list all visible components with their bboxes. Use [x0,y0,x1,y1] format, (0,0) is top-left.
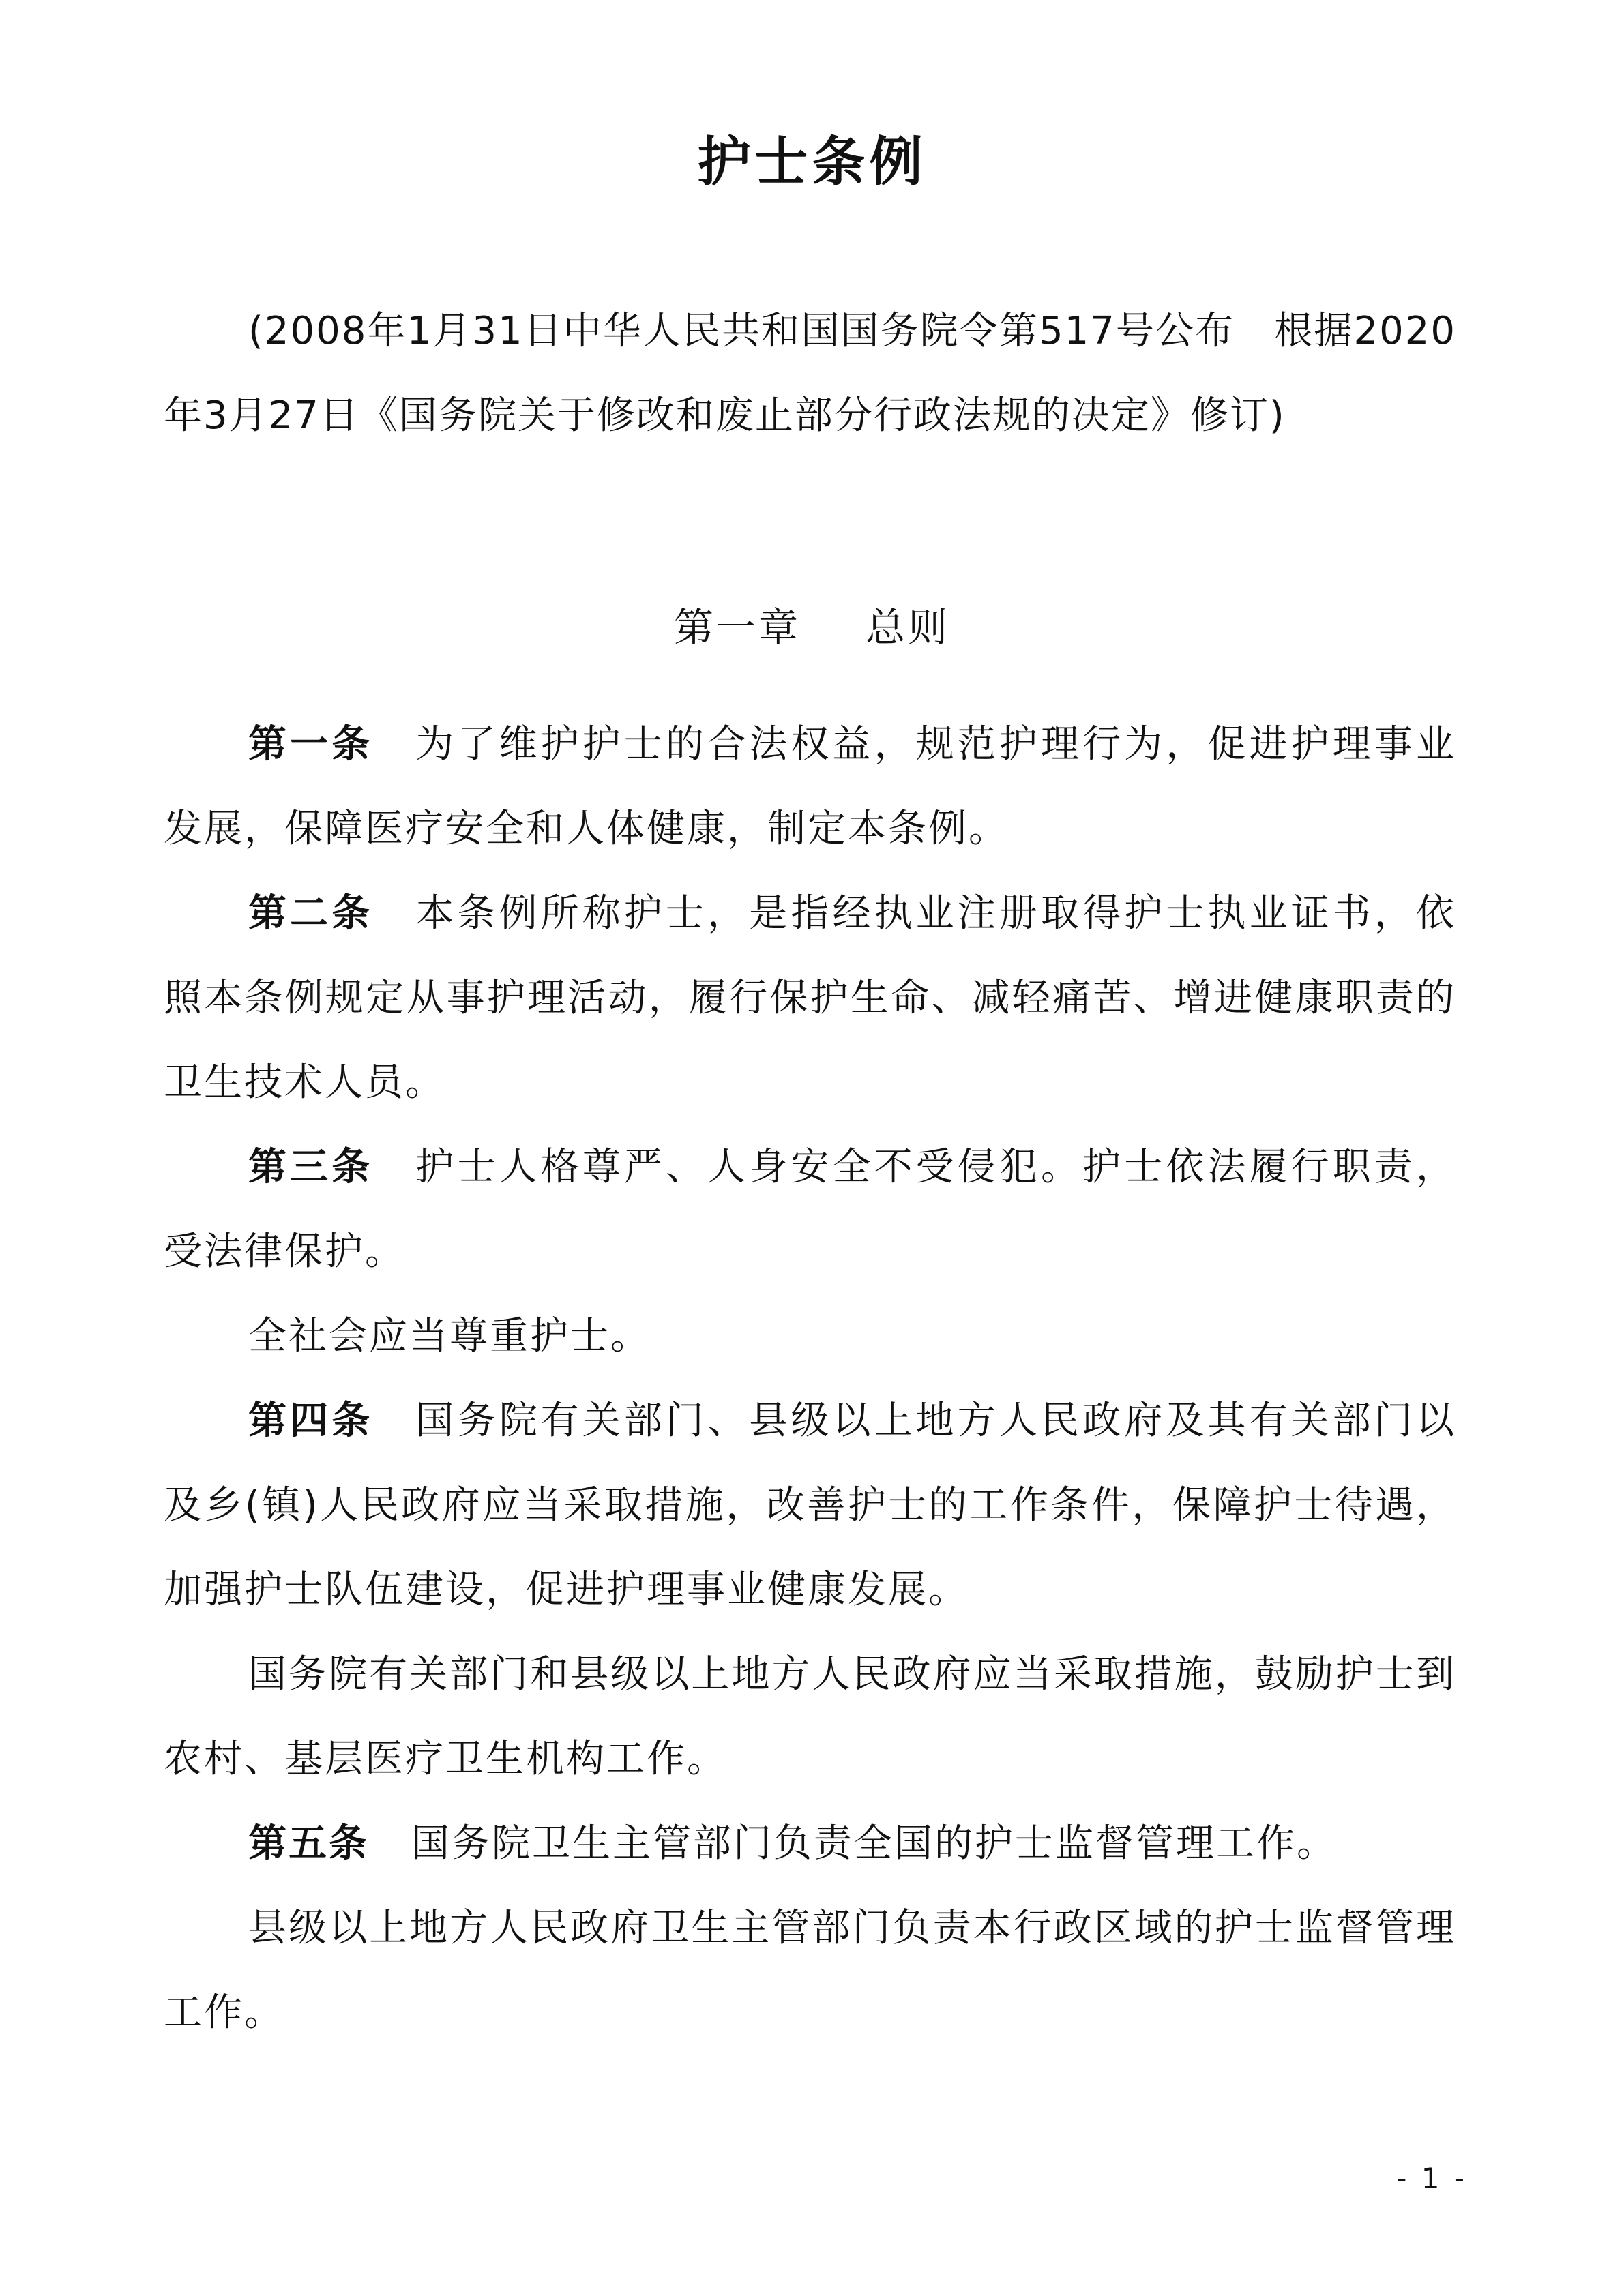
chapter-number: 第一章 [673,604,801,651]
articles-section [164,702,1456,2055]
article-label: 第五条 [248,1821,369,1866]
document-title: 护士条例 [697,131,927,193]
article-text: 县级以上地方人民政府卫生主管部门负责本行政区域的护士监督管理工作。 [164,1906,1456,2035]
article-paragraph [164,871,1456,1125]
article-label: 第一条 [248,722,374,766]
article-text: 国务院有关部门和县级以上地方人民政府应当采取措施，鼓励护士到农村、基层医疗卫生机构工作。 [164,1652,1456,1781]
article-text: 全社会应当尊重护士。 [248,1314,651,1358]
continuation-paragraph [164,1632,1456,1802]
continuation-paragraph [164,1294,1456,1379]
article-text: 本条例所称护士，是指经执业注册取得护士执业证书，依照本条例规定从事护理活动，履行保护生命、减轻痛苦、增进健康职责的卫生技术人员。 [164,891,1457,1105]
article-text: 国务院卫生主管部门负责全国的护士监督管理工作。 [411,1821,1337,1866]
continuation-paragraph [164,1886,1456,2055]
page-number: - 1 - [1396,2162,1467,2195]
promulgation-note: (2008年1月31日中华人民共和国国务院令第517号公布 根据2020年3月27日《国务院关于修改和废止部分行政法规的决定》修订) [164,309,1456,438]
article-paragraph [164,1802,1456,1886]
article-paragraph [164,1125,1456,1294]
article-text: 护士人格尊严、人身安全不受侵犯。护士依法履行职责，受法律保护。 [164,1145,1457,1274]
article-text: 国务院有关部门、县级以上地方人民政府及其有关部门以及乡(镇)人民政府应当采取措施，改善护士的工作条件，保障护士待遇，加强护士队伍建设，促进护理事业健康发展。 [164,1399,1457,1612]
article-paragraph [164,1379,1456,1632]
article-paragraph [164,702,1456,871]
article-label: 第四条 [248,1399,374,1443]
article-label: 第二条 [248,891,374,936]
article-text: 为了维护护士的合法权益，规范护理行为，促进护理事业发展，保障医疗安全和人体健康，制定本条例。 [164,722,1457,851]
chapter-name: 总则 [866,604,951,651]
article-label: 第三条 [248,1145,374,1189]
chapter-gap [801,604,866,651]
chapter-heading [0,585,1624,670]
